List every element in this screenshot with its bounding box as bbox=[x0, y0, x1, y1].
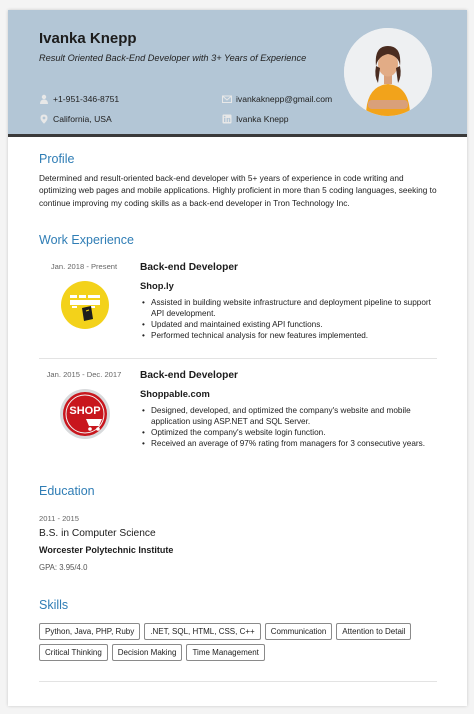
experience-heading: Work Experience bbox=[39, 233, 134, 247]
list-item: • Optimized the company's website login function. bbox=[140, 427, 440, 438]
resume-sheet bbox=[8, 10, 467, 706]
skill-tag: Python, Java, PHP, Ruby bbox=[39, 623, 140, 640]
job-dates: Jan. 2015 - Dec. 2017 bbox=[46, 370, 122, 379]
contact-phone bbox=[39, 94, 119, 104]
shop-cart-logo-icon bbox=[59, 388, 111, 440]
phone-text: +1-951-346-8751 bbox=[53, 94, 120, 104]
location-text: California, USA bbox=[53, 114, 112, 124]
skills-heading: Skills bbox=[39, 598, 69, 612]
job-bullets bbox=[140, 297, 440, 341]
skills-list bbox=[39, 623, 439, 661]
skill-tag: .NET, SQL, HTML, CSS, C++ bbox=[144, 623, 260, 640]
skill-tag: Time Management bbox=[186, 644, 264, 661]
job-role: Back-end Developer bbox=[140, 262, 238, 273]
list-item: • Assisted in building website infrastructure and deployment pipeline to support API development. bbox=[140, 297, 440, 319]
list-item: • Updated and maintained existing API functions. bbox=[140, 319, 440, 330]
education-dates: 2011 - 2015 bbox=[39, 514, 79, 523]
job-company: Shoppable.com bbox=[140, 388, 210, 399]
list-item: • Designed, developed, and optimized the company's website and mobile application using ASP.NET and SQL Server. bbox=[140, 405, 440, 427]
portrait-image bbox=[344, 28, 432, 116]
candidate-headline: Result Oriented Back-End Developer with 3+ Years of Experience bbox=[39, 53, 307, 63]
contact-location bbox=[39, 114, 112, 124]
linkedin-icon bbox=[222, 114, 232, 124]
skill-tag: Attention to Detail bbox=[336, 623, 411, 640]
contact-email bbox=[222, 94, 332, 104]
shoply-logo-icon bbox=[60, 280, 110, 330]
education-gpa: GPA: 3.95/4.0 bbox=[39, 563, 88, 572]
email-text: ivankaknepp@gmail.com bbox=[236, 94, 333, 104]
candidate-name: Ivanka Knepp bbox=[39, 30, 137, 47]
job-role: Back-end Developer bbox=[140, 370, 238, 381]
logo-text: SHOP bbox=[69, 405, 101, 417]
contact-linkedin bbox=[222, 114, 289, 124]
education-school: Worcester Polytechnic Institute bbox=[39, 545, 174, 555]
skill-tag: Critical Thinking bbox=[39, 644, 108, 661]
list-item: • Received an average of 97% rating from managers for 3 consecutive years. bbox=[140, 438, 440, 449]
skill-tag: Decision Making bbox=[112, 644, 183, 661]
section-divider bbox=[39, 681, 437, 682]
job-company: Shop.ly bbox=[140, 280, 174, 291]
education-heading: Education bbox=[39, 484, 95, 498]
location-pin-icon bbox=[39, 114, 49, 124]
job-bullets bbox=[140, 405, 440, 449]
person-icon bbox=[39, 94, 49, 104]
job-dates: Jan. 2018 - Present bbox=[50, 262, 118, 271]
profile-photo bbox=[344, 28, 432, 116]
envelope-icon bbox=[222, 94, 232, 104]
skill-tag: Communication bbox=[265, 623, 333, 640]
profile-summary: Determined and result-oriented back-end developer with 5+ years of experience in code writing and optimizing web pages and mobile applications. Highly proficient in more than 5 coding languages, seeking to continue improving my coding skills as a back-end developer in Tron Technology Inc. bbox=[39, 173, 437, 208]
profile-heading: Profile bbox=[39, 152, 75, 166]
section-divider bbox=[39, 358, 437, 359]
linkedin-text: Ivanka Knepp bbox=[236, 114, 289, 124]
resume-header bbox=[8, 10, 467, 137]
education-degree: B.S. in Computer Science bbox=[39, 528, 156, 539]
list-item: • Performed technical analysis for new features implemented. bbox=[140, 330, 440, 341]
